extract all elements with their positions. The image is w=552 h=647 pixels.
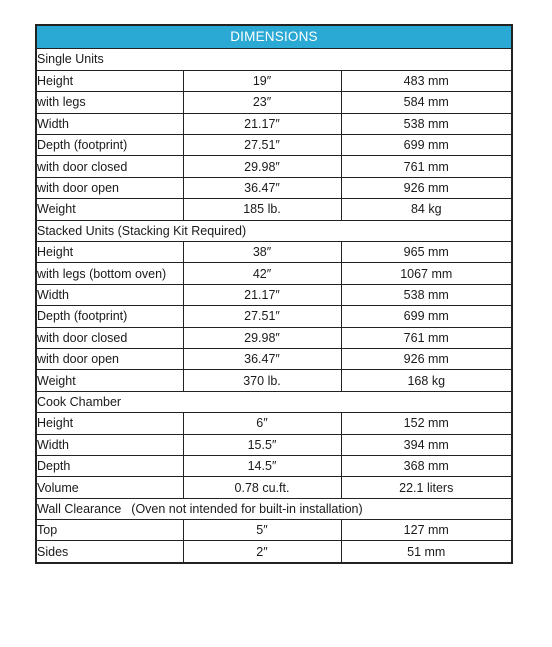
section-heading [37, 220, 511, 241]
metric-value: 584 mm [341, 92, 511, 113]
metric-value: 168 kg [341, 370, 511, 391]
row-label: Width [37, 434, 183, 455]
imperial-value: 23″ [183, 92, 341, 113]
row-label: with legs (bottom oven) [37, 263, 183, 284]
row-label: with door closed [37, 156, 183, 177]
table-row [37, 520, 511, 541]
metric-value: 51 mm [341, 541, 511, 562]
row-label: Top [37, 520, 183, 541]
imperial-value: 19″ [183, 70, 341, 91]
row-label: with door closed [37, 327, 183, 348]
table-row [37, 135, 511, 156]
row-label: Depth (footprint) [37, 135, 183, 156]
table-row [37, 434, 511, 455]
row-label: Width [37, 113, 183, 134]
imperial-value: 0.78 cu.ft. [183, 477, 341, 498]
imperial-value: 6″ [183, 413, 341, 434]
table-row [37, 541, 511, 562]
section-heading [37, 498, 511, 519]
metric-value: 926 mm [341, 177, 511, 198]
metric-value: 483 mm [341, 70, 511, 91]
row-label: Height [37, 70, 183, 91]
section-header-row [37, 391, 511, 412]
table-title: DIMENSIONS [37, 26, 511, 49]
row-label: Depth [37, 455, 183, 476]
row-label: Weight [37, 199, 183, 220]
table-row [37, 455, 511, 476]
imperial-value: 5″ [183, 520, 341, 541]
table-row [37, 306, 511, 327]
table-row [37, 263, 511, 284]
dimensions-grid [37, 49, 511, 562]
imperial-value: 42″ [183, 263, 341, 284]
metric-value: 22.1 liters [341, 477, 511, 498]
section-header-row [37, 220, 511, 241]
metric-value: 538 mm [341, 113, 511, 134]
row-label: Weight [37, 370, 183, 391]
table-row [37, 113, 511, 134]
imperial-value: 36.47″ [183, 348, 341, 369]
metric-value: 1067 mm [341, 263, 511, 284]
section-heading-label: Cook Chamber [37, 394, 122, 409]
metric-value: 368 mm [341, 455, 511, 476]
table-row [37, 242, 511, 263]
table-row [37, 92, 511, 113]
metric-value: 965 mm [341, 242, 511, 263]
imperial-value: 185 lb. [183, 199, 341, 220]
row-label: with door open [37, 177, 183, 198]
row-label: Volume [37, 477, 183, 498]
imperial-value: 15.5″ [183, 434, 341, 455]
table-row [37, 370, 511, 391]
table-row [37, 284, 511, 305]
row-label: Height [37, 413, 183, 434]
section-header-row [37, 498, 511, 519]
section-header-row [37, 49, 511, 70]
imperial-value: 370 lb. [183, 370, 341, 391]
table-row [37, 348, 511, 369]
row-label: with door open [37, 348, 183, 369]
imperial-value: 2″ [183, 541, 341, 562]
imperial-value: 14.5″ [183, 455, 341, 476]
section-note: (Oven not intended for built-in installation) [131, 501, 363, 516]
metric-value: 538 mm [341, 284, 511, 305]
section-heading-label: Stacked Units (Stacking Kit Required) [37, 223, 247, 238]
table-row [37, 327, 511, 348]
metric-value: 152 mm [341, 413, 511, 434]
row-label: Width [37, 284, 183, 305]
metric-value: 127 mm [341, 520, 511, 541]
imperial-value: 21.17″ [183, 113, 341, 134]
imperial-value: 36.47″ [183, 177, 341, 198]
table-row [37, 413, 511, 434]
imperial-value: 29.98″ [183, 327, 341, 348]
table-row [37, 177, 511, 198]
table-row [37, 70, 511, 91]
imperial-value: 21.17″ [183, 284, 341, 305]
metric-value: 699 mm [341, 306, 511, 327]
section-heading [37, 49, 511, 70]
metric-value: 394 mm [341, 434, 511, 455]
imperial-value: 27.51″ [183, 306, 341, 327]
row-label: Height [37, 242, 183, 263]
metric-value: 926 mm [341, 348, 511, 369]
metric-value: 84 kg [341, 199, 511, 220]
table-row [37, 477, 511, 498]
table-row [37, 156, 511, 177]
dimensions-table [35, 24, 513, 564]
metric-value: 699 mm [341, 135, 511, 156]
row-label: Sides [37, 541, 183, 562]
imperial-value: 27.51″ [183, 135, 341, 156]
row-label: Depth (footprint) [37, 306, 183, 327]
section-heading [37, 391, 511, 412]
imperial-value: 38″ [183, 242, 341, 263]
imperial-value: 29.98″ [183, 156, 341, 177]
row-label: with legs [37, 92, 183, 113]
section-heading-label: Wall Clearance [37, 501, 122, 516]
table-row [37, 199, 511, 220]
metric-value: 761 mm [341, 156, 511, 177]
section-heading-label: Single Units [37, 52, 104, 67]
metric-value: 761 mm [341, 327, 511, 348]
